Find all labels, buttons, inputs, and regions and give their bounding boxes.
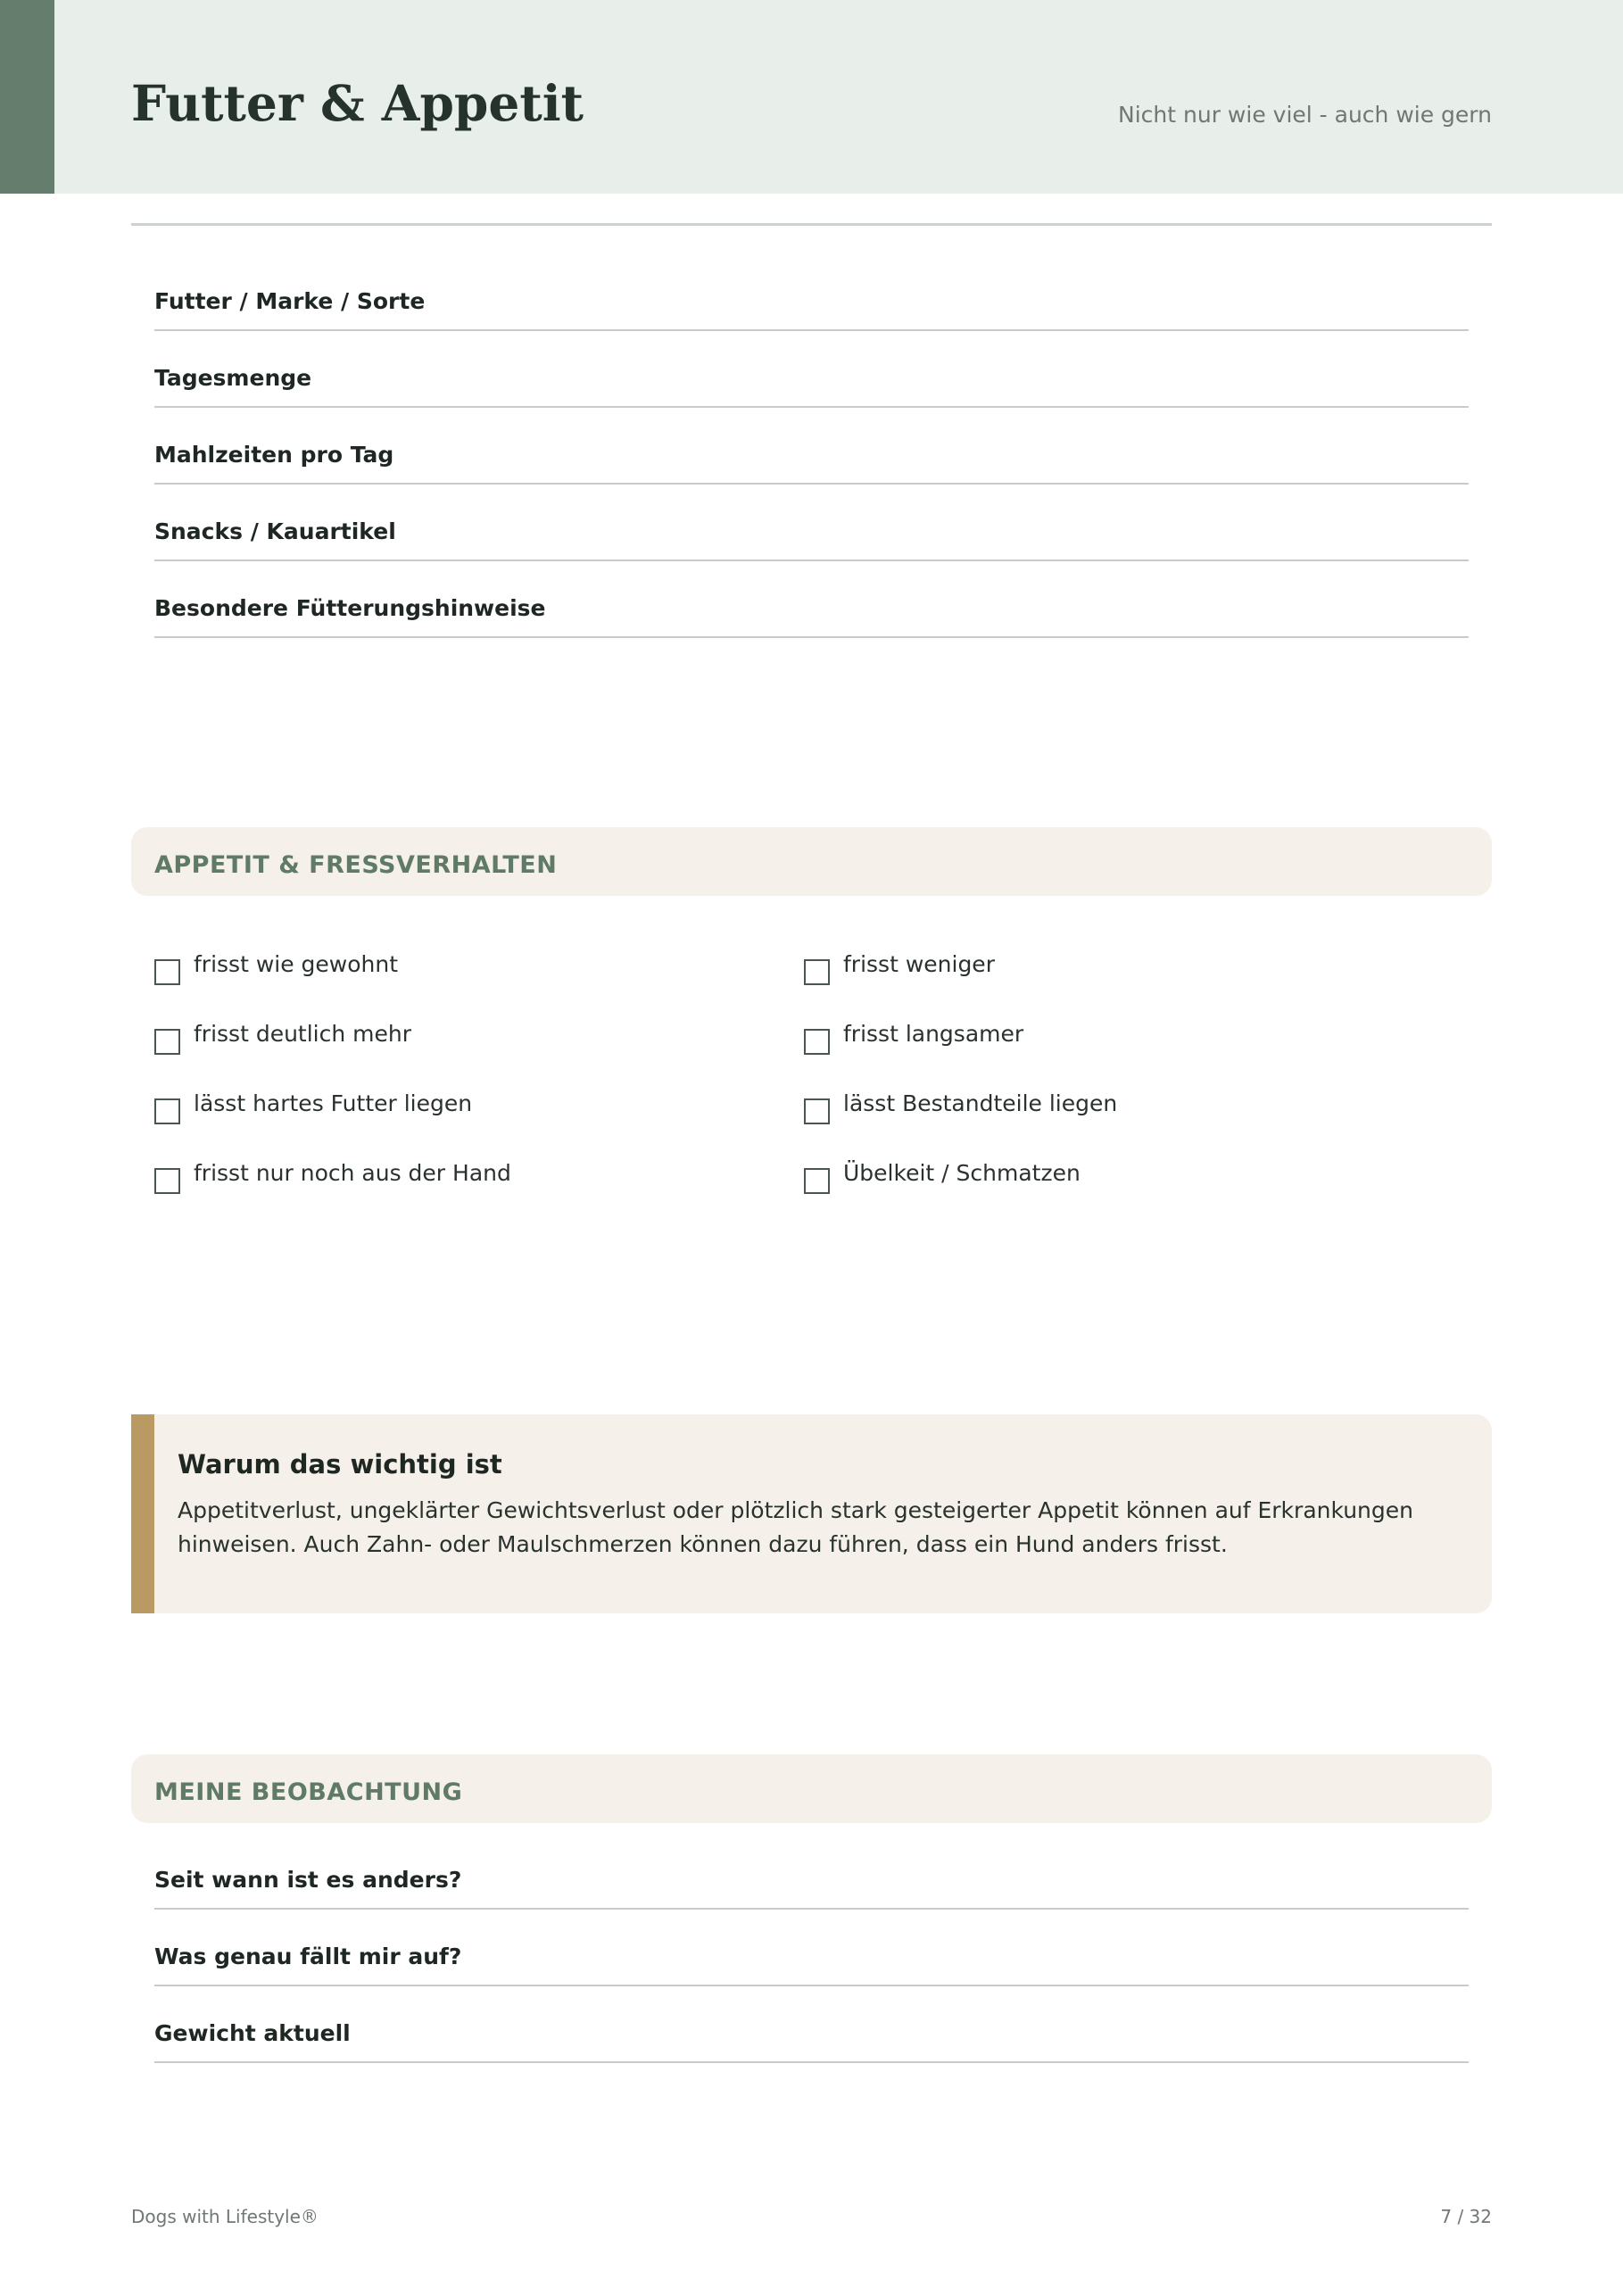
info-callout [131, 1414, 1492, 1613]
feeding-fields [154, 254, 1469, 638]
field-label: Mahlzeiten pro Tag [154, 442, 394, 468]
checkbox[interactable] [154, 959, 180, 985]
field-label: Futter / Marke / Sorte [154, 288, 426, 314]
feeding-field-special-notes[interactable] [154, 561, 1469, 638]
feeding-field-meals-per-day[interactable] [154, 408, 1469, 485]
page-subtitle: Nicht nur wie viel - auch wie gern [1118, 102, 1492, 128]
section-title: MEINE BEOBACHTUNG [154, 1778, 463, 1806]
checkbox-label: Übelkeit / Schmatzen [843, 1160, 1081, 1186]
checkbox-label: frisst deutlich mehr [194, 1021, 412, 1047]
checkbox-label: frisst weniger [843, 951, 995, 977]
feeding-field-food-brand[interactable] [154, 254, 1469, 331]
footer-page-number: 7 / 32 [1440, 2206, 1492, 2227]
checkbox-label: frisst langsamer [843, 1021, 1024, 1047]
header-accent-bar [0, 0, 54, 194]
checkbox-label: lässt Bestandteile liegen [843, 1090, 1118, 1116]
checkbox-label: lässt hartes Futter liegen [194, 1090, 473, 1116]
feeding-field-daily-amount[interactable] [154, 331, 1469, 408]
checkbox[interactable] [154, 1098, 180, 1124]
observation-fields [154, 1832, 1469, 2063]
checkbox[interactable] [804, 1029, 830, 1055]
field-label: Gewicht aktuell [154, 2020, 351, 2046]
appetite-section-header [131, 827, 1492, 896]
info-title: Warum das wichtig ist [178, 1449, 502, 1480]
header-divider [131, 223, 1492, 226]
checkbox-label: frisst nur noch aus der Hand [194, 1160, 511, 1186]
observation-section-header [131, 1754, 1492, 1823]
field-label: Snacks / Kauartikel [154, 518, 396, 544]
field-label: Tagesmenge [154, 365, 312, 391]
field-label: Seit wann ist es anders? [154, 1867, 462, 1893]
section-title: APPETIT & FRESSVERHALTEN [154, 851, 558, 879]
observation-field-current-weight[interactable] [154, 1986, 1469, 2063]
info-text: Appetitverlust, ungeklärter Gewichtsverlust oder plötzlich stark gesteigerter Appetit können auf Erkrankungen hinweisen. Auch Zahn- oder Maulschmerzen können dazu führen, dass ein Hund anders frisst. [178, 1497, 1413, 1557]
checkbox[interactable] [154, 1029, 180, 1055]
observation-field-what-noticed[interactable] [154, 1910, 1469, 1986]
checkbox[interactable] [804, 959, 830, 985]
checkbox[interactable] [804, 1168, 830, 1194]
info-accent-bar [131, 1414, 154, 1613]
checkbox[interactable] [154, 1168, 180, 1194]
feeding-field-snacks[interactable] [154, 485, 1469, 561]
page-header [0, 0, 1623, 194]
observation-field-since-when[interactable] [154, 1832, 1469, 1910]
field-label: Was genau fällt mir auf? [154, 1944, 462, 1969]
footer-brand: Dogs with Lifestyle® [131, 2206, 319, 2227]
field-label: Besondere Fütterungshinweise [154, 595, 546, 621]
checkbox[interactable] [804, 1098, 830, 1124]
page-title: Futter & Appetit [131, 74, 584, 132]
checkbox-label: frisst wie gewohnt [194, 951, 399, 977]
